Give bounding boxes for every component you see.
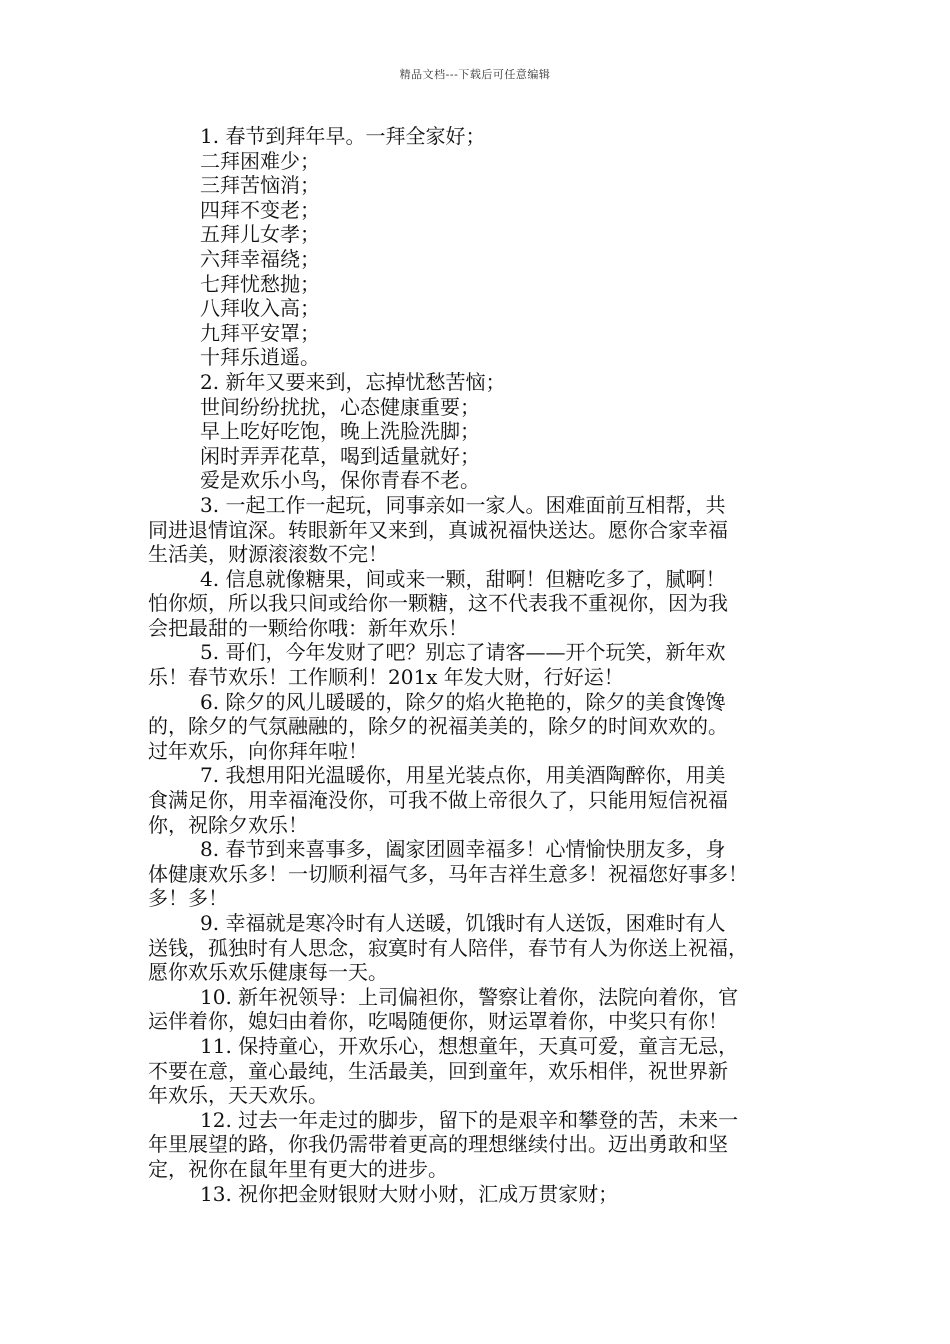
paragraph-line: 6. 除夕的风儿暖暖的，除夕的焰火艳艳的，除夕的美食馋馋 (200, 689, 726, 714)
paragraph-line: 11. 保持童心，开欢乐心，想想童年，天真可爱，童言无忌， (200, 1033, 739, 1058)
paragraph-line: 生活美，财源滚滚数不完！ (148, 542, 388, 567)
paragraph-line: 过年欢乐，向你拜年啦！ (148, 738, 368, 763)
poem-line-12: 世间纷纷扰扰，心态健康重要； (200, 394, 480, 419)
poem-line-6: 六拜幸福绕； (200, 246, 320, 271)
paragraph-line: 多！多！ (148, 886, 228, 911)
paragraph-line: 定，祝你在鼠年里有更大的进步。 (148, 1156, 448, 1181)
poem-line-2: 二拜困难少； (200, 148, 320, 173)
paragraph-line: 10. 新年祝领导：上司偏袒你，警察让着你，法院向着你，官 (200, 984, 739, 1009)
poem-line-3: 三拜苦恼消； (200, 173, 320, 198)
poem-line-10: 十拜乐逍遥。 (200, 345, 320, 370)
poem-line-14: 闲时弄弄花草，喝到适量就好； (200, 443, 480, 468)
paragraph-line: 年欢乐，天天欢乐。 (148, 1083, 328, 1108)
page-header: 精品文档---下载后可任意编辑 (399, 68, 551, 81)
paragraph-line: 9. 幸福就是寒冷时有人送暖，饥饿时有人送饭，困难时有人 (200, 911, 726, 935)
poem-line-11: 2. 新年又要来到，忘掉忧愁苦恼； (200, 369, 506, 394)
poem-line-8: 八拜收入高； (200, 296, 320, 321)
paragraph-line: 5. 哥们，今年发财了吧？别忘了请客——开个玩笑，新年欢 (200, 640, 726, 665)
poem-line-5: 五拜儿女孝； (200, 222, 320, 247)
poem-line-15: 爱是欢乐小鸟，保你青春不老。 (200, 468, 480, 493)
paragraph-line: 的，除夕的气氛融融的，除夕的祝福美美的，除夕的时间欢欢的。 (148, 714, 728, 739)
paragraph-line: 3. 一起工作一起玩，同事亲如一家人。困难面前互相帮，共 (200, 492, 726, 517)
paragraph-line: 体健康欢乐多！一切顺利福气多，马年吉祥生意多！祝福您好事多！ (148, 861, 748, 886)
paragraph-line: 愿你欢乐欢乐健康每一天。 (148, 960, 388, 985)
paragraph-line: 4. 信息就像糖果，间或来一颗，甜啊！但糖吃多了，腻啊！ (200, 566, 726, 591)
poem-line-1: 1. 春节到拜年早。一拜全家好； (200, 124, 486, 148)
paragraph-line: 12. 过去一年走过的脚步，留下的是艰辛和攀登的苦，未来一 (200, 1107, 739, 1132)
paragraph-line: 怕你烦，所以我只间或给你一颗糖，这不代表我不重视你，因为我 (148, 591, 728, 616)
document-body (148, 124, 824, 1206)
paragraph-line: 送钱，孤独时有人思念，寂寞时有人陪伴，春节有人为你送上祝福， (148, 935, 748, 960)
paragraph-line: 年里展望的路，你我仍需带着更高的理想继续付出。迈出勇敢和坚 (148, 1132, 728, 1157)
paragraph-line: 乐！春节欢乐！工作顺利！201x 年发大财，行好运！ (148, 665, 624, 690)
paragraph-line: 不要在意，童心最纯，生活最美，回到童年，欢乐相伴，祝世界新 (148, 1058, 728, 1083)
paragraph-line: 13. 祝你把金财银财大财小财，汇成万贯家财； (200, 1181, 619, 1206)
poem-line-7: 七拜忧愁抛； (200, 271, 320, 296)
paragraph-line: 同进退情谊深。转眼新年又来到，真诚祝福快送达。愿你合家幸福 (148, 517, 728, 542)
paragraph-line: 你，祝除夕欢乐！ (148, 812, 308, 837)
poem-line-13: 早上吃好吃饱，晚上洗脸洗脚； (200, 419, 480, 444)
paragraph-line: 8. 春节到来喜事多，阖家团圆幸福多！心情愉快朋友多，身 (200, 837, 726, 862)
poem-line-4: 四拜不变老； (200, 197, 320, 222)
paragraph-line: 运伴着你，媳妇由着你，吃喝随便你，财运罩着你，中奖只有你！ (148, 1009, 728, 1034)
paragraph-line: 会把最甜的一颗给你哦：新年欢乐！ (148, 615, 468, 640)
paragraph-line: 食满足你，用幸福淹没你，可我不做上帝很久了，只能用短信祝福 (148, 788, 728, 813)
paragraph-line: 7. 我想用阳光温暖你，用星光装点你，用美酒陶醉你，用美 (200, 763, 726, 788)
poem-line-9: 九拜平安罩； (200, 320, 320, 345)
